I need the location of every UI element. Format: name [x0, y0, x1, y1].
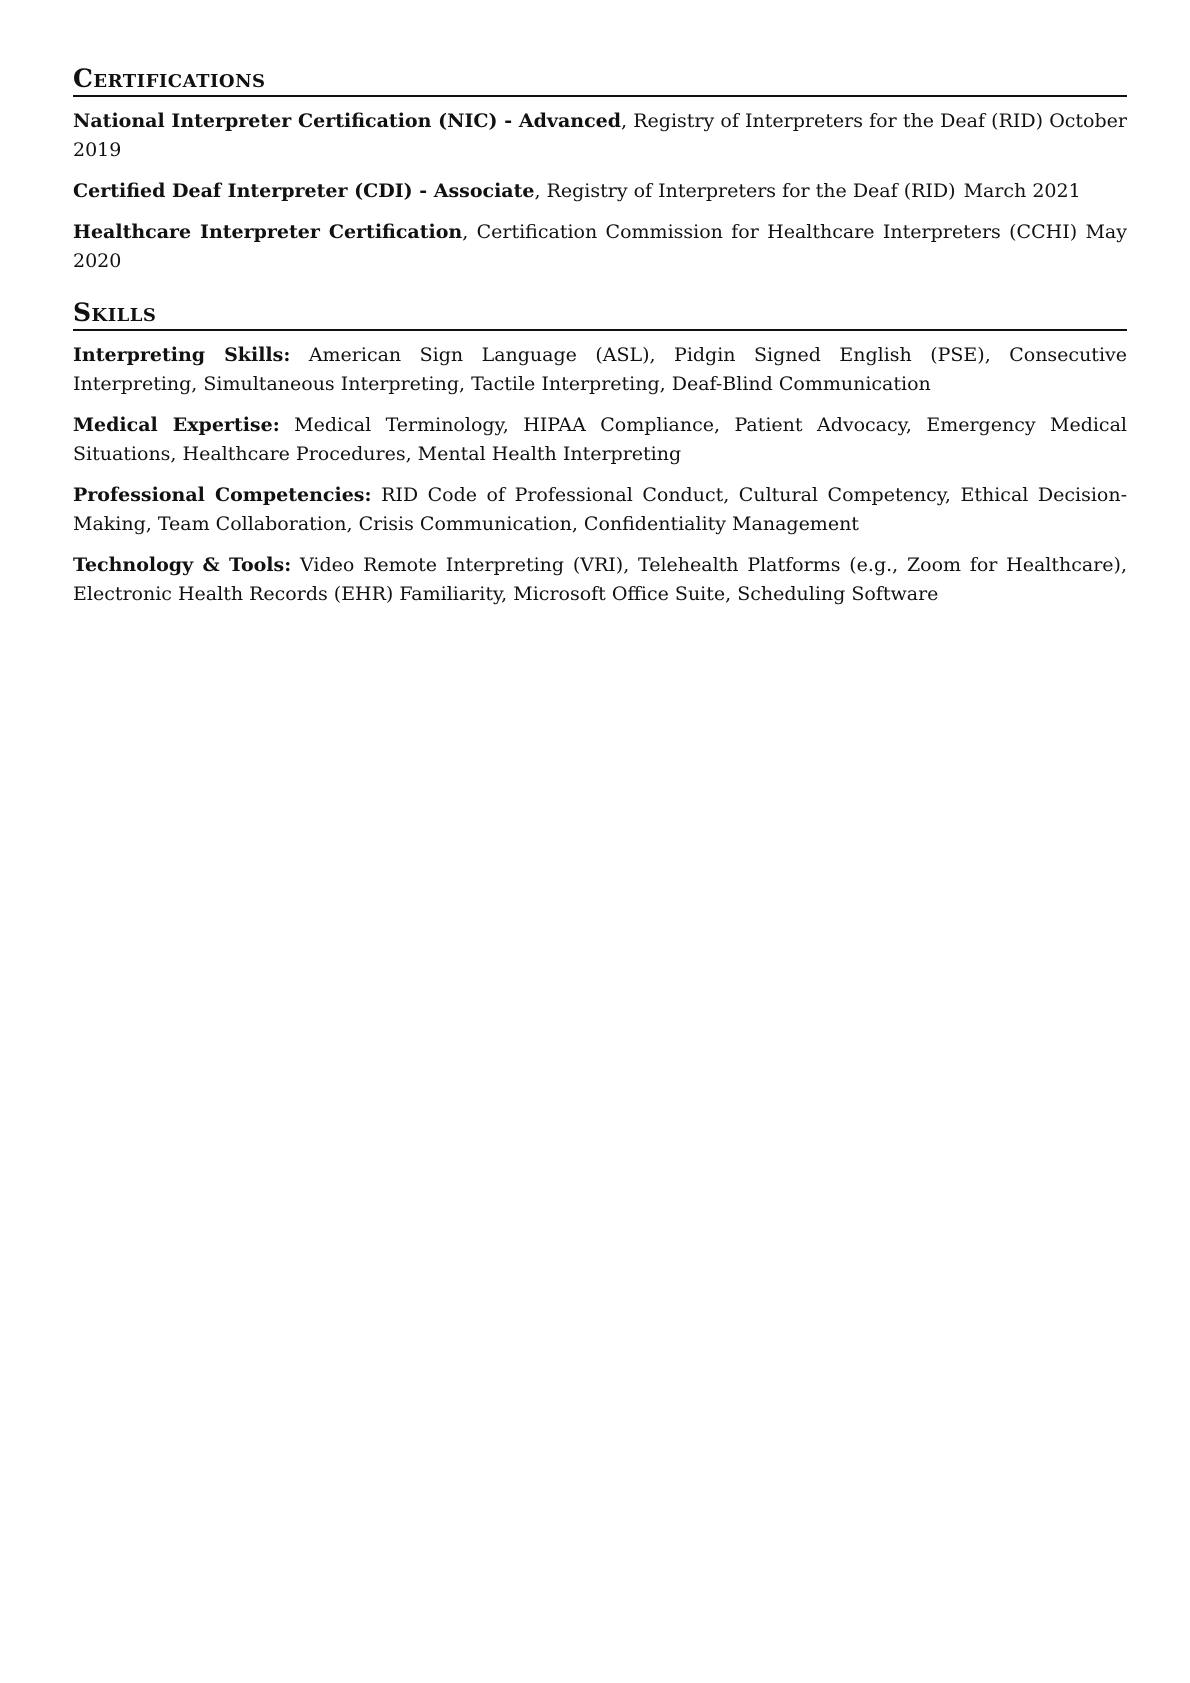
certification-name: Healthcare Interpreter Certification	[73, 221, 463, 243]
skill-text: Medical Terminology, HIPAA Compliance, Patient Advocacy, Emergency Medical Situations, Healthcare Procedures, Mental Health Interpreting	[73, 414, 1127, 465]
skill-entry	[73, 411, 1127, 469]
certification-date: October 2019	[73, 110, 1127, 161]
resume-page	[73, 64, 1127, 631]
certification-issuer: Registry of Interpreters for the Deaf (RID)	[546, 180, 956, 202]
certification-entry: Certified Deaf Interpreter (CDI) - Associate, Registry of Interpreters for the Deaf (RID) March 2021	[73, 180, 1081, 202]
certification-issuer: Registry of Interpreters for the Deaf (RID)	[633, 110, 1044, 132]
skill-text: RID Code of Professional Conduct, Cultural Competency, Ethical Decision-Making, Team Collaboration, Crisis Communication, Confidentiality Management	[73, 484, 1128, 535]
skill-label: Technology & Tools:	[73, 554, 292, 576]
certification-date: March 2021	[963, 180, 1081, 202]
certification-name: National Interpreter Certification (NIC) - Advanced	[73, 110, 622, 132]
certifications-heading: Certifications	[73, 64, 1127, 97]
skill-entry	[73, 481, 1127, 539]
certification-name: Certified Deaf Interpreter (CDI) - Associate	[73, 180, 535, 202]
certification-issuer: Certification Commission for Healthcare Interpreters (CCHI)	[476, 221, 1078, 243]
skill-label: Medical Expertise:	[73, 414, 280, 436]
certification-date: May 2020	[73, 221, 1127, 272]
skill-text: Video Remote Interpreting (VRI), Telehealth Platforms (e.g., Zoom for Healthcare), Electronic Health Records (EHR) Familiarity, Microsoft Office Suite, Scheduling Software	[73, 554, 1128, 605]
certification-entry: Healthcare Interpreter Certification, Certification Commission for Healthcare Interpreters (CCHI) May 2020	[73, 221, 1127, 272]
skill-entry	[73, 551, 1127, 609]
skill-label: Professional Competencies:	[73, 484, 372, 506]
certification-entry: National Interpreter Certification (NIC) - Advanced, Registry of Interpreters for the Deaf (RID) October 2019	[73, 110, 1127, 161]
skills-heading: Skills	[73, 298, 1127, 331]
certifications-section	[73, 64, 1127, 276]
skill-text: American Sign Language (ASL), Pidgin Signed English (PSE), Consecutive Interpreting, Simultaneous Interpreting, Tactile Interpreting, Deaf-Blind Communication	[73, 344, 1127, 395]
skills-section	[73, 298, 1127, 609]
skill-label: Interpreting Skills:	[73, 344, 291, 366]
skill-entry	[73, 341, 1127, 399]
